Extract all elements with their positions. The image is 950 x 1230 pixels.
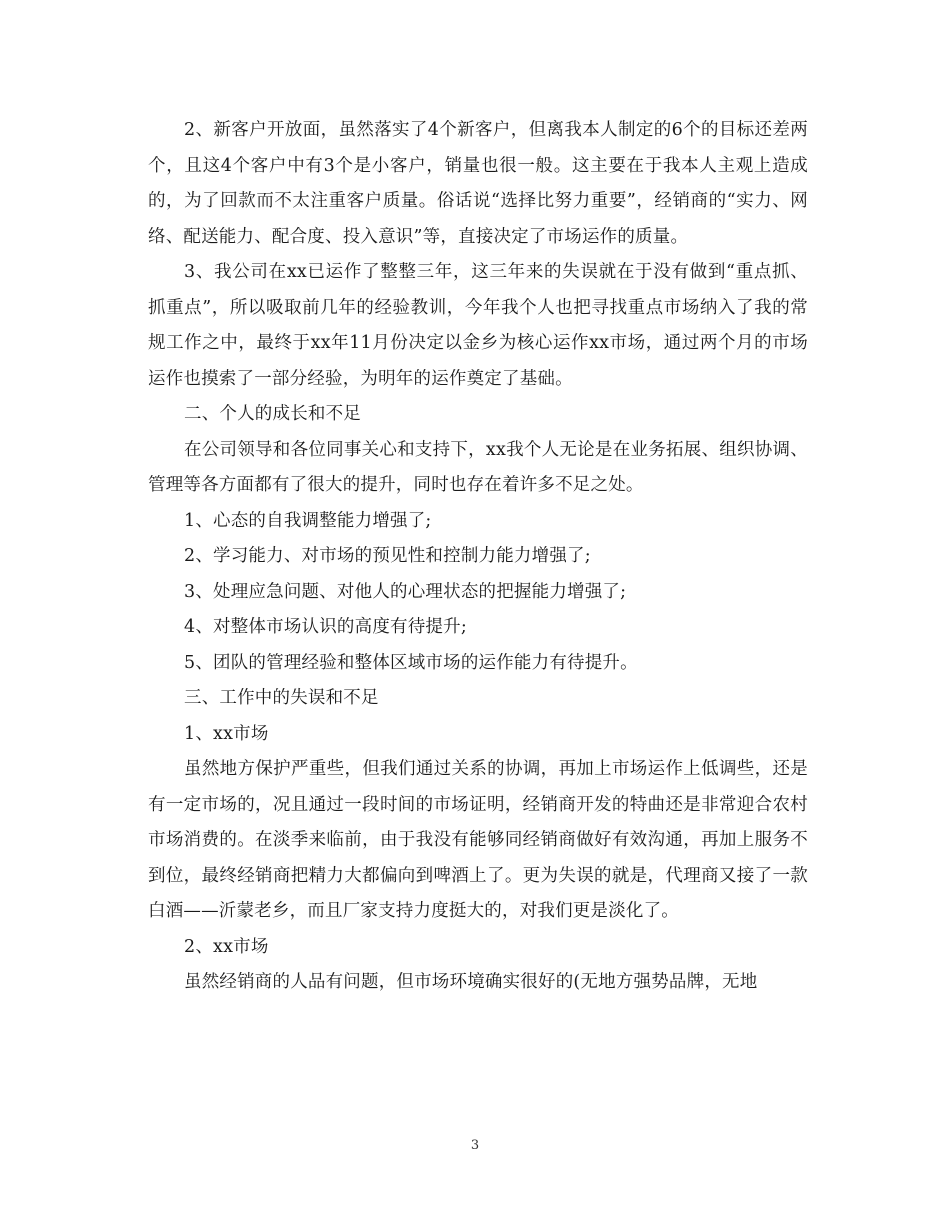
list-item: 5、团队的管理经验和整体区域市场的运作能力有待提升。 <box>184 652 638 673</box>
paragraph-market-2: 虽然经销商的人品有问题，但市场环境确实很好的(无地方强势品牌，无地 <box>184 972 758 992</box>
paragraph-new-customers: 2、新客户开放面，虽然落实了4个新客户，但离我本人制定的6个的目标还差两个，且这4个客户中有3个是小客户，销量也很一般。这主要在于我本人主观上造成的，为了回款而不太注重客户质量。俗话说“选择比努力重要”，经销商的“实力、网络、配送能力、配合度、投入意识”等，直接决定了市场运作的质量。 <box>148 120 808 247</box>
list-item: 1、心态的自我调整能力增强了; <box>184 510 432 531</box>
list-item: 4、对整体市场认识的高度有待提升; <box>184 617 467 637</box>
document-body <box>148 113 808 1001</box>
paragraph-growth-intro: 在公司领导和各位同事关心和支持下，xx我个人无论是在业务拓展、组织协调、管理等各方面都有了很大的提升，同时也存在着许多不足之处。 <box>148 439 808 495</box>
paragraph-key-market: 3、我公司在xx已运作了整整三年，这三年来的失误就在于没有做到“重点抓、抓重点”，所以吸取前几年的经验教训，今年我个人也把寻找重点市场纳入了我的常规工作之中，最终于xx年11月份决定以金乡为核心运作xx市场，通过两个月的市场运作也摸索了一部分经验，为明年的运作奠定了基础。 <box>148 262 808 389</box>
section-heading-mistakes: 三、工作中的失误和不足 <box>184 688 379 708</box>
page-number: 3 <box>470 1138 480 1153</box>
list-item: 2、学习能力、对市场的预见性和控制力能力增强了; <box>184 546 591 566</box>
paragraph-market-1: 虽然地方保护严重些，但我们通过关系的协调，再加上市场运作上低调些，还是有一定市场的，况且通过一段时间的市场证明，经销商开发的特曲还是非常迎合农村市场消费的。在淡季来临前，由于我没有能够同经销商做好有效沟通，再加上服务不到位，最终经销商把精力大都偏向到啤酒上了。更为失误的就是，代理商又接了一款白酒——沂蒙老乡，而且厂家支持力度挺大的，对我们更是淡化了。 <box>148 759 808 921</box>
section-heading-growth: 二、个人的成长和不足 <box>184 404 361 424</box>
subheading-market-1: 1、xx市场 <box>184 723 269 744</box>
subheading-market-2: 2、xx市场 <box>184 936 269 957</box>
list-item: 3、处理应急问题、对他人的心理状态的把握能力增强了; <box>184 581 627 602</box>
